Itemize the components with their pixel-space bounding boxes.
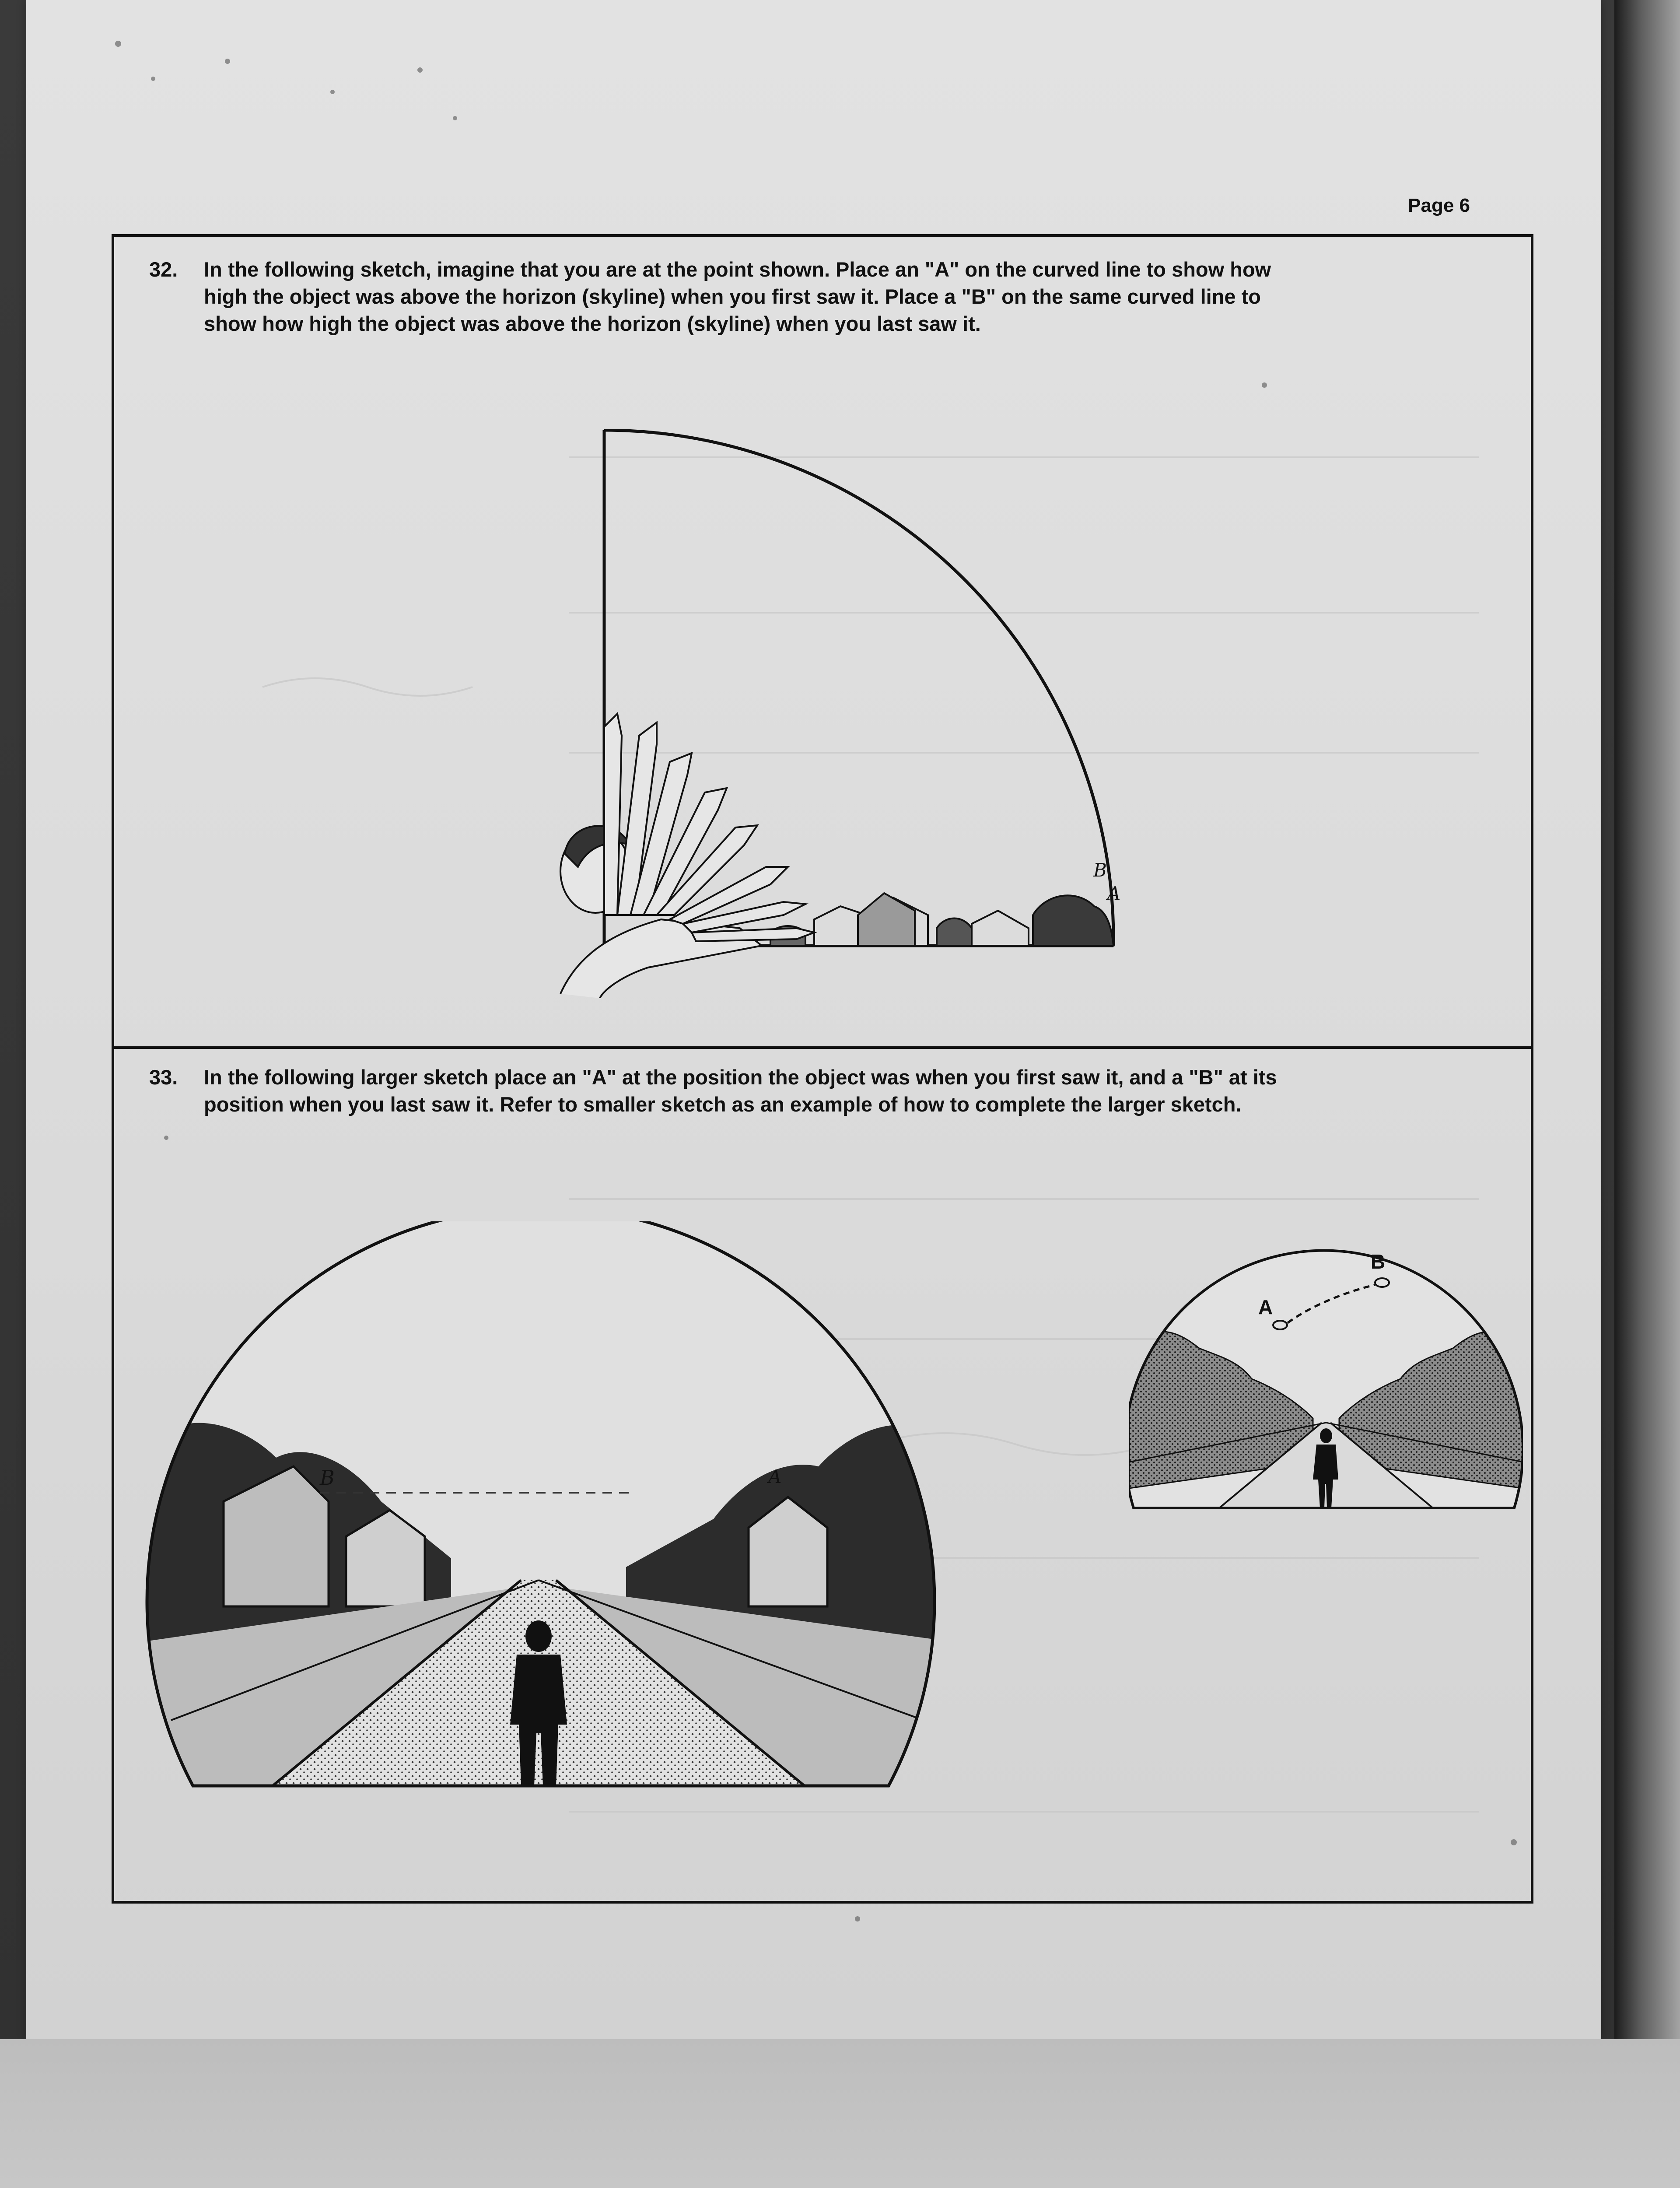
question-33-text	[204, 1064, 1516, 1118]
example-label-b: B	[1371, 1250, 1386, 1273]
example-label-a: A	[1258, 1296, 1273, 1318]
answer-mark-a: A	[768, 1466, 782, 1487]
backing-sheet	[0, 2039, 1680, 2188]
questions-frame	[112, 234, 1533, 1904]
answer-mark-a: A	[1107, 883, 1121, 904]
page-number: Page 6	[1408, 195, 1470, 216]
question-32-line-3: show how high the object was above the horizon (skyline) when you last saw it.	[204, 312, 981, 335]
question-32-number: 32.	[149, 258, 178, 281]
question-divider	[114, 1046, 1531, 1049]
question-32	[149, 256, 1514, 344]
question-33-line-1: In the following larger sketch place an "A" at the position the object was when you first saw it, and a "B" at its	[204, 1066, 1277, 1089]
question-32-line-2: high the object was above the horizon (skyline) when you first saw it. Place a "B" on the same curved line to	[204, 285, 1261, 308]
pointing-man	[560, 714, 814, 998]
skyline-quarter-circle-sketch	[552, 429, 1260, 998]
question-32-line-1: In the following sketch, imagine that you are at the point shown. Place an "A" on the curved line to show how	[204, 258, 1271, 281]
large-street-sketch	[145, 1221, 950, 1790]
question-33	[149, 1064, 1514, 1125]
question-33-line-2: position when you last saw it. Refer to smaller sketch as an example of how to complete the larger sketch.	[204, 1093, 1242, 1116]
page-edge-shadow	[1614, 0, 1680, 2039]
question-32-text	[204, 256, 1516, 337]
answer-mark-b: B	[320, 1466, 335, 1490]
skyline-houses	[770, 893, 1113, 946]
example-sketch	[1129, 1217, 1523, 1532]
answer-mark-b: B	[1093, 859, 1107, 881]
question-33-number: 33.	[149, 1066, 178, 1089]
